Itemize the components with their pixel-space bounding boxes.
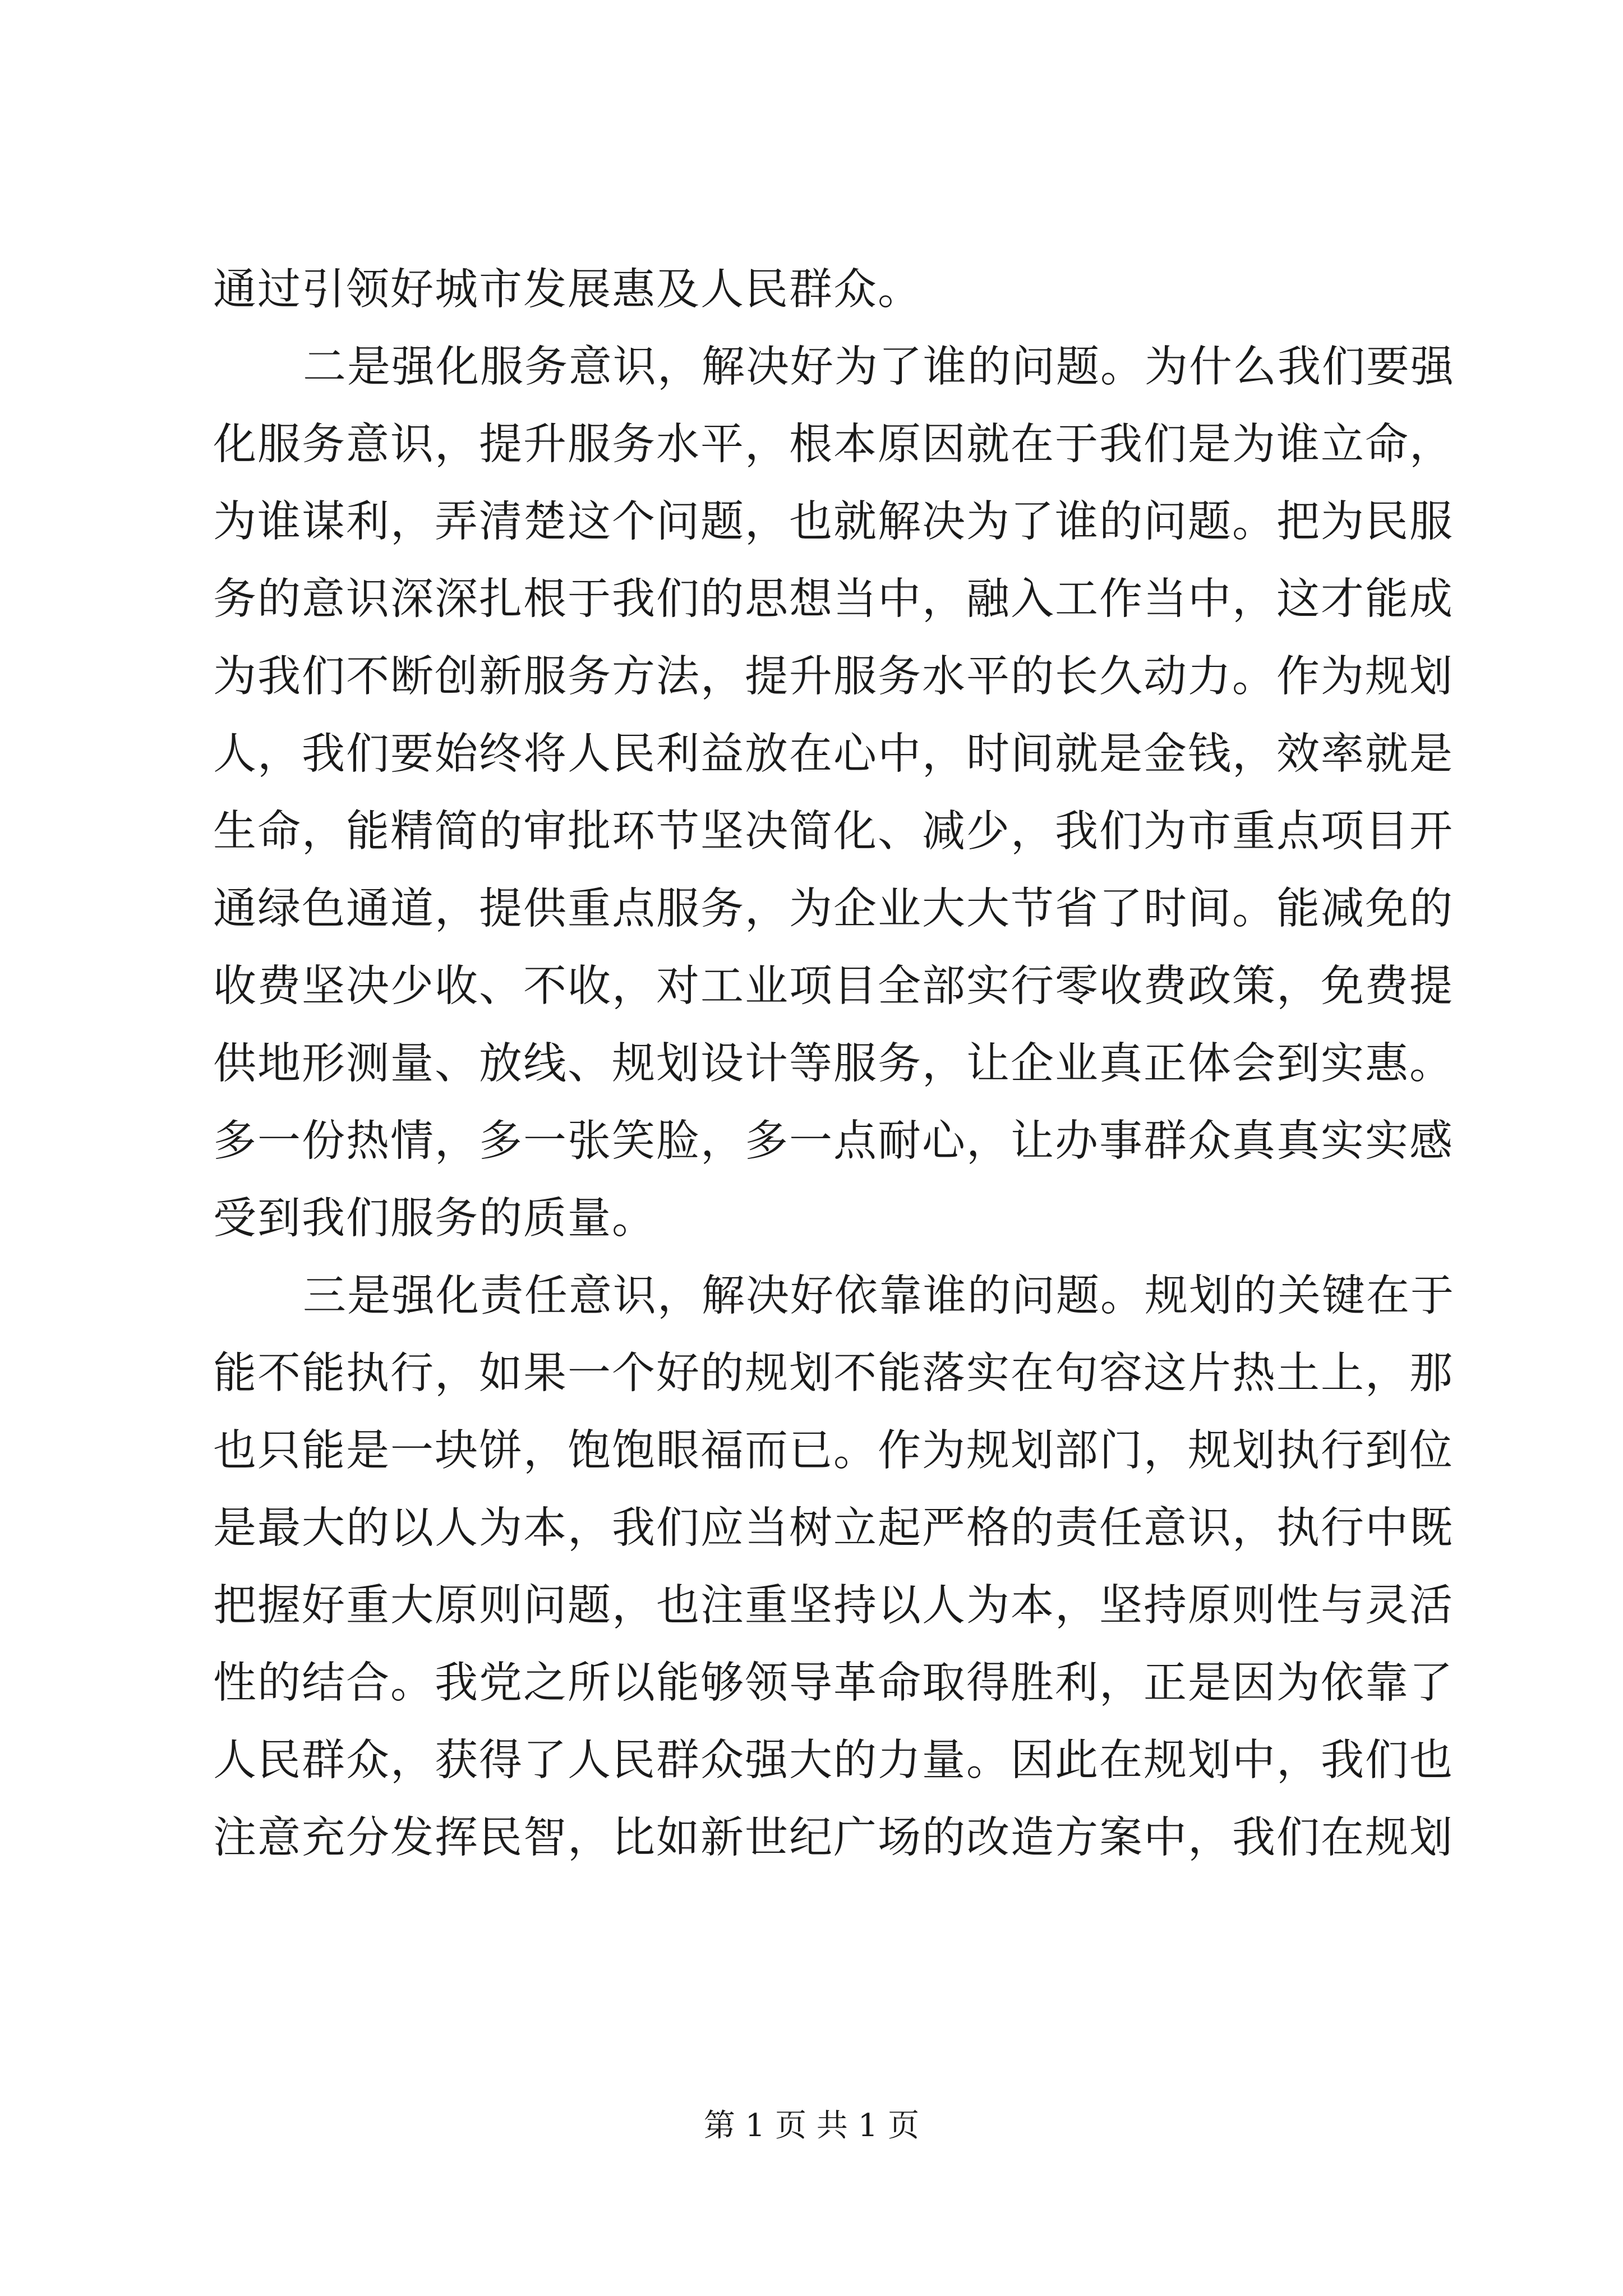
document-body (213, 251, 1455, 1877)
text-line: 注意充分发挥民智，比如新世纪广场的改造方案中，我们在规划 (213, 1813, 1454, 1863)
text-line: 务的意识深深扎根于我们的思想当中，融入工作当中，这才能成 (213, 574, 1454, 624)
text-line: 人，我们要始终将人民利益放在心中，时间就是金钱，效率就是 (213, 729, 1454, 779)
text-line: 多一份热情，多一张笑脸，多一点耐心，让办事群众真真实实感 (213, 1116, 1454, 1166)
text-line: 供地形测量、放线、规划设计等服务，让企业真正体会到实惠。 (213, 1039, 1454, 1089)
text-line: 为谁谋利，弄清楚这个问题，也就解决为了谁的问题。把为民服 (213, 497, 1454, 547)
paragraph-start-line: 二是强化服务意识，解决好为了谁的问题。为什么我们要强 (303, 342, 1455, 392)
text-line: 收费坚决少收、不收，对工业项目全部实行零收费政策，免费提 (213, 961, 1454, 1011)
text-line: 性的结合。我党之所以能够领导革命取得胜利，正是因为依靠了 (213, 1658, 1454, 1708)
text-line: 化服务意识，提升服务水平，根本原因就在于我们是为谁立命， (213, 420, 1454, 470)
text-line: 也只能是一块饼，饱饱眼福而已。作为规划部门，规划执行到位 (213, 1426, 1454, 1476)
text-line: 通绿色通道，提供重点服务，为企业大大节省了时间。能减免的 (213, 884, 1454, 934)
text-line: 生命，能精简的审批环节坚决简化、减少，我们为市重点项目开 (213, 807, 1454, 857)
text-line: 能不能执行，如果一个好的规划不能落实在句容这片热土上，那 (213, 1349, 1454, 1398)
text-line: 把握好重大原则问题，也注重坚持以人为本，坚持原则性与灵活 (213, 1581, 1454, 1631)
paragraph-start-line: 三是强化责任意识，解决好依靠谁的问题。规划的关键在于 (303, 1271, 1455, 1321)
text-line: 是最大的以人为本，我们应当树立起严格的责任意识，执行中既 (213, 1503, 1454, 1553)
text-line: 为我们不断创新服务方法，提升服务水平的长久动力。作为规划 (213, 652, 1454, 702)
text-line: 受到我们服务的质量。 (213, 1194, 656, 1244)
text-line: 通过引领好城市发展惠及人民群众。 (213, 265, 922, 315)
text-line: 人民群众，获得了人民群众强大的力量。因此在规划中，我们也 (213, 1736, 1454, 1786)
page-footer: 第 1 页 共 1 页 (703, 2108, 920, 2144)
